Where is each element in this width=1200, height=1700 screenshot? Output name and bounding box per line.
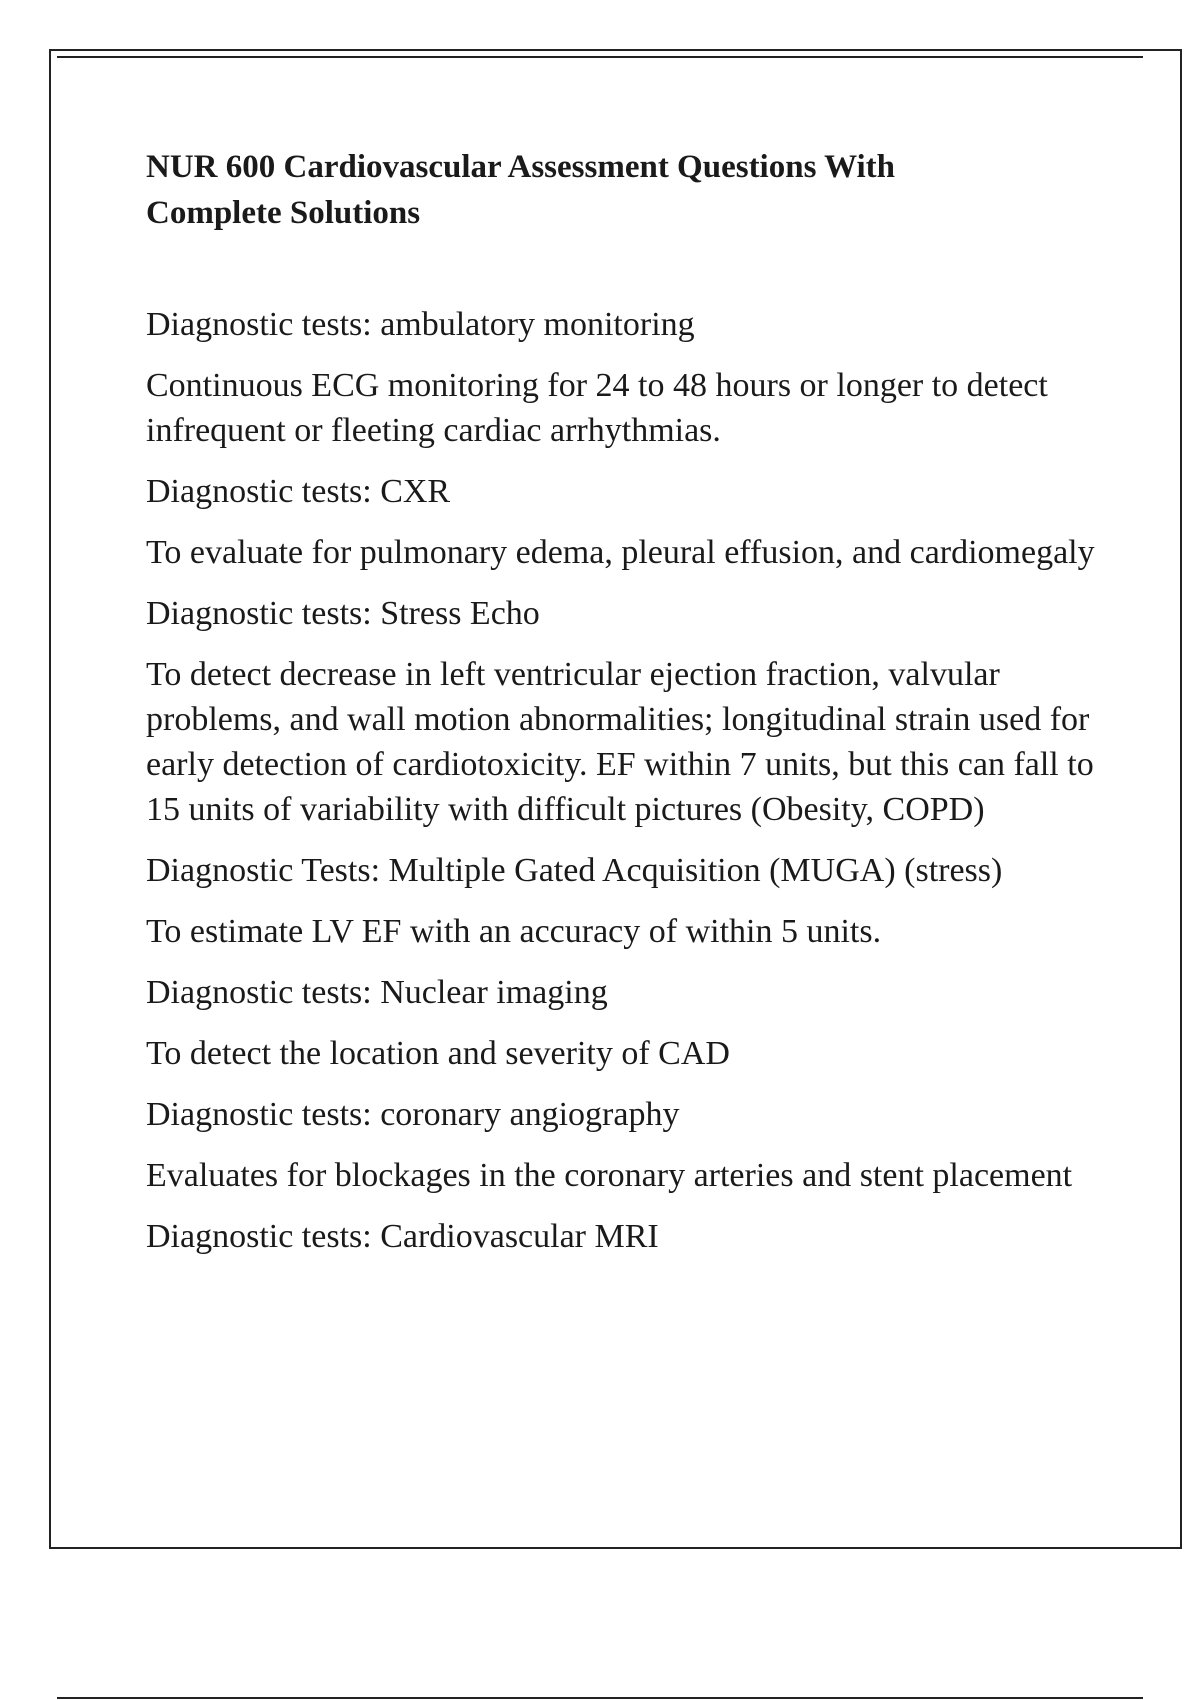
question-stress-echo: Diagnostic tests: Stress Echo: [146, 595, 540, 632]
question-muga: Diagnostic Tests: Multiple Gated Acquisition (MUGA) (stress): [146, 852, 1003, 889]
question-cxr: Diagnostic tests: CXR: [146, 473, 451, 510]
answer-cxr: To evaluate for pulmonary edema, pleural effusion, and cardiomegaly: [146, 534, 1095, 571]
document-content: [146, 144, 1106, 1275]
question-coronary-angiography: Diagnostic tests: coronary angiography: [146, 1096, 680, 1133]
answer-nuclear-imaging: To detect the location and severity of CAD: [146, 1035, 730, 1072]
document-title: NUR 600 Cardiovascular Assessment Questions With Complete Solutions: [146, 149, 895, 231]
question-cardiovascular-mri: Diagnostic tests: Cardiovascular MRI: [146, 1218, 659, 1255]
answer-ambulatory-monitoring: Continuous ECG monitoring for 24 to 48 hours or longer to detect infrequent or fleeting cardiac arrhythmias.: [146, 367, 1048, 449]
question-ambulatory-monitoring: Diagnostic tests: ambulatory monitoring: [146, 306, 695, 343]
top-rule: [57, 56, 1143, 58]
bottom-rule: [57, 1697, 1143, 1699]
answer-stress-echo: To detect decrease in left ventricular ejection fraction, valvular problems, and wall motion abnormalities; longitudinal strain used for early detection of cardiotoxicity. EF within 7 units, but this can fall to 15 units of variability with difficult pictures (Obesity, COPD): [146, 656, 1094, 828]
answer-muga: To estimate LV EF with an accuracy of within 5 units.: [146, 913, 882, 950]
answer-coronary-angiography: Evaluates for blockages in the coronary arteries and stent placement: [146, 1157, 1073, 1194]
question-nuclear-imaging: Diagnostic tests: Nuclear imaging: [146, 974, 608, 1011]
